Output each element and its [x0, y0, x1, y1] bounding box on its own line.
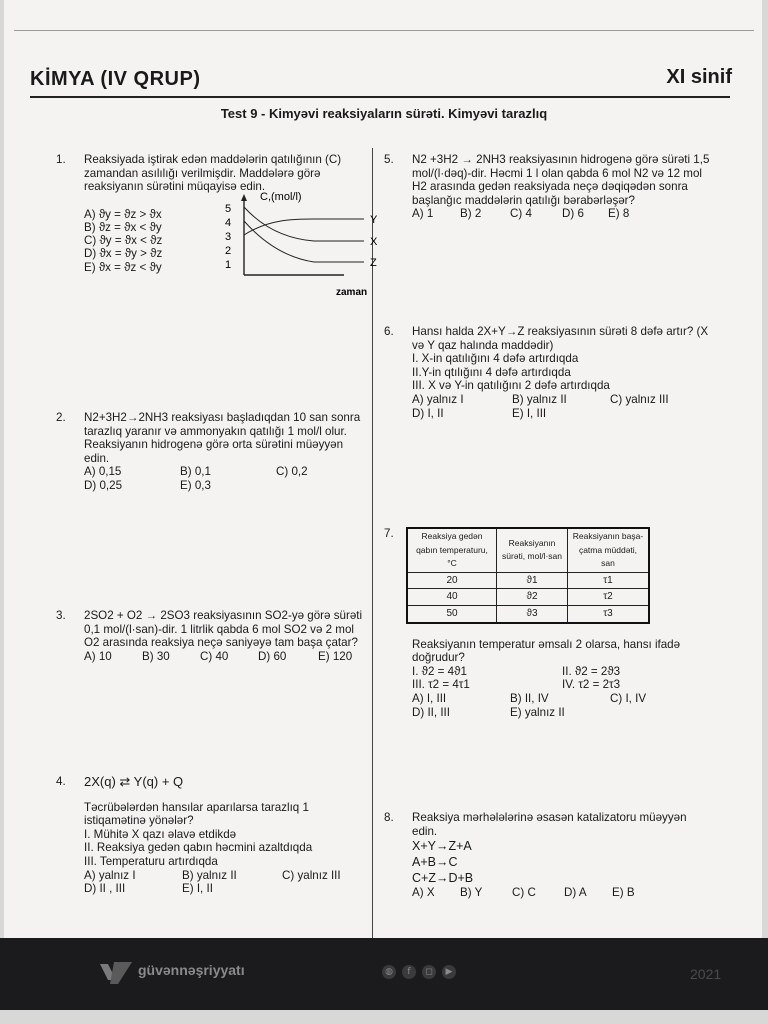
option-a[interactable]: A) ϑy = ϑz > ϑx — [84, 207, 162, 221]
question-7 — [384, 527, 710, 719]
option-c[interactable]: C) I, IV — [610, 691, 647, 705]
option-b[interactable]: B) Y — [460, 886, 483, 900]
table-cell: τ1 — [568, 572, 650, 589]
option-e[interactable]: E) ϑx = ϑz < ϑy — [84, 260, 162, 274]
table-cell: 40 — [407, 589, 497, 606]
test-title: Test 9 - Kimyəvi reaksiyaların sürəti. Kimyəvi tarazlıq — [220, 106, 548, 121]
statement-2: II. Reaksiya gedən qabın həcmini azaltdıqda — [84, 841, 313, 855]
question-2 — [56, 411, 366, 493]
option-d[interactable]: D) 0,25 — [84, 478, 123, 492]
y-tick-3: 3 — [225, 231, 232, 243]
table-row — [407, 605, 649, 622]
top-rule — [14, 30, 754, 31]
step-3: C+Z→D+B — [412, 871, 474, 886]
option-a[interactable]: A) yalnız I — [412, 392, 464, 406]
step-1: X+Y→Z+A — [412, 839, 472, 854]
option-e[interactable]: E) I, III — [512, 406, 547, 420]
option-d[interactable]: D) I, II — [412, 406, 444, 420]
statement-3: III. Temperaturu artırdıqda — [84, 854, 218, 868]
options-list — [84, 208, 194, 274]
question-text: Reaksiya mərhələlərinə əsasən katalizatoru müəyyən edin. — [412, 811, 687, 838]
table-cell: 50 — [407, 605, 497, 622]
statement-1: I. X-in qatılığını 4 dəfə artırdıqda — [412, 352, 579, 366]
statement-1: I. ϑ2 = 4ϑ1 — [412, 664, 467, 678]
table-cell: τ3 — [568, 605, 650, 622]
option-a[interactable]: A) yalnız I — [84, 868, 136, 882]
table-row — [407, 572, 649, 589]
option-b[interactable]: B) ϑz = ϑx < ϑy — [84, 220, 162, 234]
option-d[interactable]: D) 6 — [562, 207, 584, 221]
options-list — [412, 692, 710, 719]
question-8 — [384, 811, 710, 900]
option-d[interactable]: D) 60 — [258, 649, 287, 663]
option-e[interactable]: E) 120 — [318, 649, 353, 663]
table-cell: τ2 — [568, 589, 650, 606]
y-tick-1: 1 — [225, 259, 232, 271]
question-text: N2+3H2→2NH3 reaksiyası başladıqdan 10 san sonra tarazlıq yaranır və ammonyakın qatılığı 1 mol/l olur. Reaksiyanın hidrogenə görə orta sürətini müəyyən edin. — [84, 411, 361, 465]
option-b[interactable]: B) II, IV — [510, 691, 549, 705]
table-header-temperature: Reaksiya gedən qabın temperaturu, °C — [407, 528, 497, 572]
facebook-icon[interactable]: f — [402, 965, 416, 979]
statement-1: I. Mühitə X qazı əlavə etdikdə — [84, 827, 237, 841]
options-list — [412, 393, 710, 420]
option-e[interactable]: E) 0,3 — [180, 478, 211, 492]
question-3 — [56, 609, 370, 663]
option-d[interactable]: D) II , III — [84, 882, 126, 896]
question-6 — [384, 325, 710, 420]
instagram-icon[interactable]: ◻ — [422, 965, 436, 979]
x-axis-label: zaman — [336, 287, 368, 298]
question-text: Reaksiyada iştirak edən maddələrin qatılığının (C) zamandan asılılığı verilmişdir. Maddələrə görə reaksiyanın sürətini müqayisə edin. — [84, 153, 342, 194]
header-rule — [30, 96, 730, 98]
option-c[interactable]: C) ϑy = ϑx < ϑz — [84, 234, 163, 248]
question-number: 3. — [56, 609, 66, 622]
table-row — [407, 589, 649, 606]
subject-header: KİMYA (IV QRUP) — [30, 68, 201, 90]
statement-4: IV. τ2 = 2τ3 — [562, 678, 621, 692]
options-list — [84, 465, 344, 492]
option-a[interactable]: A) 10 — [84, 649, 112, 663]
options-list — [412, 207, 710, 221]
option-a[interactable]: A) 0,15 — [84, 465, 122, 479]
option-a[interactable]: A) I, III — [412, 691, 447, 705]
option-c[interactable]: C) 4 — [510, 207, 532, 221]
option-b[interactable]: B) yalnız II — [512, 392, 567, 406]
curve-y — [244, 219, 364, 235]
option-e[interactable]: E) B — [612, 886, 635, 900]
option-b[interactable]: B) 30 — [142, 649, 170, 663]
publisher-name: güvənnəşriyyatı — [138, 962, 245, 978]
option-e[interactable]: E) yalnız II — [510, 705, 565, 719]
table-header-duration: Reaksiyanın başa-çatma müddəti, san — [568, 528, 650, 572]
question-number: 1. — [56, 153, 66, 166]
question-number: 6. — [384, 325, 394, 338]
statements-grid — [412, 665, 710, 692]
statement-2: II.Y-in qtılığını 4 dəfə artırdıqda — [412, 365, 571, 379]
question-number: 8. — [384, 811, 394, 824]
question-text: N2 +3H2 → 2NH3 reaksiyasının hidrogenə görə sürəti 1,5 mol/(l·dəq)-dir. Həcmi 1 l olan qabda 6 mol N2 və 12 mol H2 arasında gedən reaksiyada neçə dəqiqədən sonra başlanğıc maddələrin qatılığı bərabərləşər? — [412, 153, 710, 207]
statement-3: III. τ2 = 4τ1 — [412, 678, 470, 692]
options-list — [84, 869, 370, 896]
question-4 — [56, 775, 370, 896]
question-5 — [384, 153, 710, 221]
option-a[interactable]: A) X — [412, 886, 435, 900]
equilibrium-equation: 2X(q) ⇄ Y(q) + Q — [84, 774, 184, 789]
question-text: 2SO2 + O2 → 2SO3 reaksiyasının SO2-yə görə sürəti 0,1 mol/(l·san)-dir. 1 litrlik qabda 6 mol SO2 və 2 mol O2 arasında reaksiya neçə saniyəyə tam başa çatar? — [84, 609, 363, 650]
question-1 — [56, 153, 378, 298]
option-a[interactable]: A) 1 — [412, 207, 434, 221]
grade-header: XI sinif — [666, 66, 732, 88]
y-tick-5: 5 — [225, 203, 232, 215]
option-b[interactable]: B) yalnız II — [182, 868, 237, 882]
y-tick-4: 4 — [225, 217, 232, 229]
curve-label-x: X — [370, 236, 378, 248]
question-number: 7. — [384, 527, 394, 540]
publisher-logo-icon — [96, 958, 136, 988]
options-list — [412, 886, 710, 900]
concentration-time-graph — [224, 189, 378, 301]
youtube-icon[interactable]: ▶ — [442, 965, 456, 979]
option-d[interactable]: D) II, III — [412, 705, 451, 719]
table-cell: ϑ3 — [497, 605, 568, 622]
option-b[interactable]: B) 2 — [460, 207, 482, 221]
table-header-rate: Reaksiyanın sürəti, mol/l·san — [497, 528, 568, 572]
table-cell: 20 — [407, 572, 497, 589]
question-text: Reaksiyanın temperatur əmsalı 2 olarsa, hansı ifadə doğrudur? — [412, 637, 681, 665]
y-axis-label: C,(mol/l) — [260, 191, 302, 203]
option-b[interactable]: B) 0,1 — [180, 465, 211, 479]
web-icon[interactable]: ◍ — [382, 965, 396, 979]
table-cell: ϑ1 — [497, 572, 568, 589]
option-c[interactable]: C) C — [512, 886, 536, 900]
temperature-table — [406, 527, 650, 624]
question-number: 5. — [384, 153, 394, 166]
option-c[interactable]: C) 40 — [200, 649, 229, 663]
table-cell: ϑ2 — [497, 589, 568, 606]
curve-label-y: Y — [370, 214, 378, 226]
statement-2: II. ϑ2 = 2ϑ3 — [562, 664, 621, 678]
question-text: Təcrübələrdən hansılar aparılarsa tarazlıq 1 istiqamətinə yönələr? — [84, 800, 309, 828]
social-icons — [382, 965, 456, 979]
options-list — [84, 650, 370, 664]
option-d[interactable]: D) A — [564, 886, 587, 900]
footer-year: 2021 — [690, 966, 722, 982]
option-c[interactable]: C) 0,2 — [276, 465, 308, 479]
option-e[interactable]: E) 8 — [608, 207, 630, 221]
option-d[interactable]: D) ϑx = ϑy > ϑz — [84, 247, 163, 261]
question-number: 2. — [56, 411, 66, 424]
y-tick-2: 2 — [225, 245, 232, 257]
question-number: 4. — [56, 775, 66, 788]
step-2: A+B→C — [412, 855, 458, 870]
curve-x — [244, 207, 364, 241]
option-e[interactable]: E) I, II — [182, 882, 213, 896]
question-text: Hansı halda 2X+Y→Z reaksiyasının sürəti 8 dəfə artır? (X və Y qaz halında maddədir) — [412, 325, 709, 352]
option-c[interactable]: C) yalnız III — [282, 868, 341, 882]
statement-3: III. X və Y-in qatılığını 2 dəfə artırdıqda — [412, 379, 610, 393]
curve-label-z: Z — [370, 257, 377, 269]
option-c[interactable]: C) yalnız III — [610, 392, 669, 406]
